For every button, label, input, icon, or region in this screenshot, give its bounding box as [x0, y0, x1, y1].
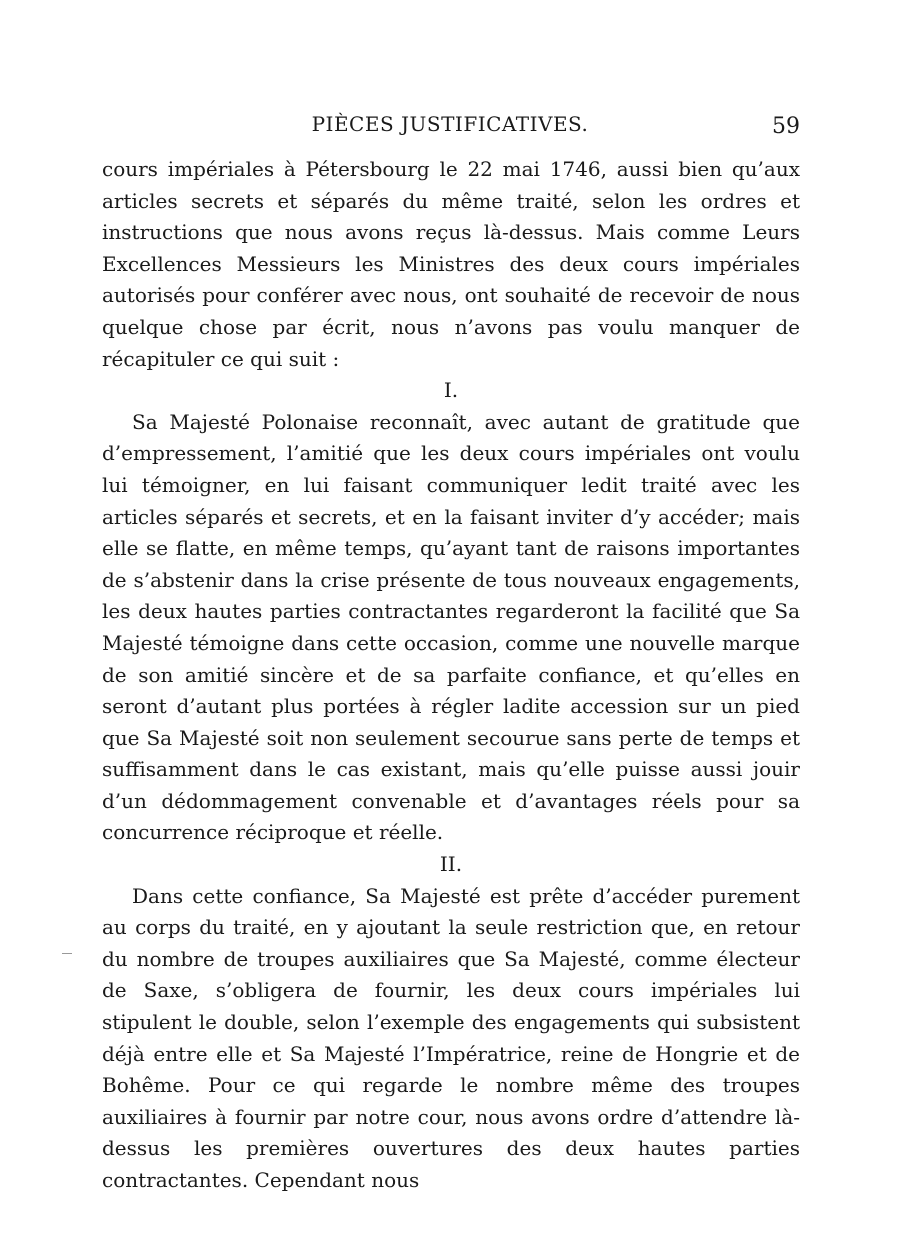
section-text-1: Sa Majesté Polonaise reconnaît, avec autant de gratitude que d’empressement, l’amitié que les deux cours impériales ont voulu lui témoigner, en lui faisant communiquer ledit traité avec les articles séparés et secrets, et en la faisant inviter d’y accéder; mais elle se flatte, en même temps, qu’ayant tant de raisons importantes de s’abstenir dans la crise présente de tous nouveaux engagements, les deux hautes parties contractantes regarderont la facilité que Sa Majesté témoigne dans cette occasion, comme une nouvelle marque de son amitié sincère et de sa parfaite confiance, et qu’elles en seront d’autant plus portées à régler ladite accession sur un pied que Sa Majesté soit non seulement secourue sans perte de temps et suffisamment dans le cas existant, mais qu’elle puisse aussi jouir d’un dédommagement convenable et d’avantages réels pour sa concurrence réciproque et réelle. — [102, 409, 800, 845]
body-text — [102, 154, 800, 1197]
page-number: 59 — [772, 114, 800, 139]
running-title: PIÈCES JUSTIFICATIVES. — [311, 112, 589, 136]
section-text-2: Dans cette confiance, Sa Majesté est prête d’accéder purement au corps du traité, en y ajoutant la seule restriction que, en retour du nombre de troupes auxiliaires que Sa Majesté, comme électeur de Saxe, s’obligera de fournir, les deux cours impériales lui stipulent le double, selon l’exemple des engagements qui subsistent déjà entre elle et Sa Majesté l’Impératrice, reine de Hongrie et de Bohême. Pour ce qui regarde le nombre même des troupes auxiliaires à fournir par notre cour, nous avons ordre d’attendre là-dessus les premières ouvertures des deux hautes parties contractantes. Cependant nous — [102, 883, 800, 1192]
section-number-2: II. — [439, 852, 463, 877]
margin-mark — [62, 953, 72, 954]
paragraph-continuation: cours impériales à Pétersbourg le 22 mai 1746, aussi bien qu’aux articles secrets et séparés du même traité, selon les ordres et instructions que nous avons reçus là-dessus. Mais comme Leurs Excellences Messieurs les Ministres des deux cours impériales autorisés pour conférer avec nous, ont souhaité de recevoir de nous quelque chose par écrit, nous n’avons pas voulu manquer de récapituler ce qui suit : — [102, 157, 800, 371]
section-number-1: I. — [443, 378, 459, 403]
running-head — [100, 112, 800, 142]
